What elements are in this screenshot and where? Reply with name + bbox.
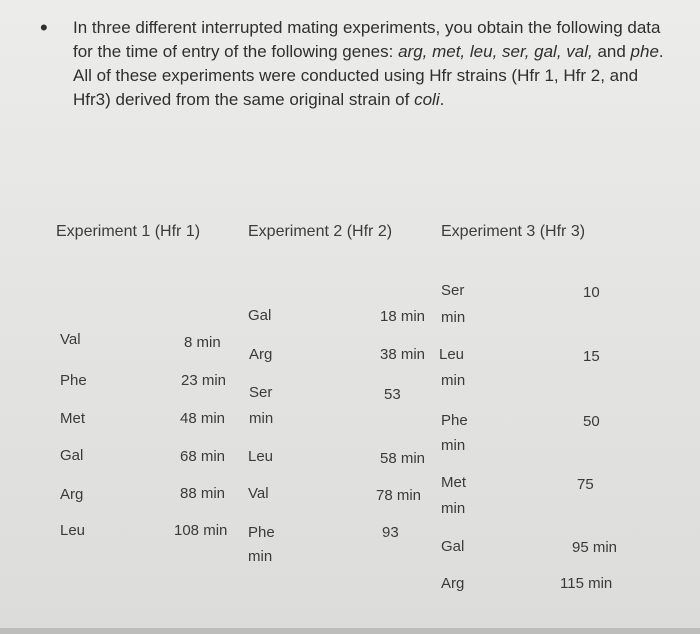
exp1-time: 23 min xyxy=(181,372,227,389)
exp2-time: 53 xyxy=(384,386,401,403)
question-paragraph xyxy=(73,16,673,112)
exp1-time: 108 min xyxy=(174,522,228,539)
exp2-time: 18 min xyxy=(380,308,426,325)
exp2-gene: Val xyxy=(248,485,269,502)
exp2-gene: Leu xyxy=(248,448,274,465)
exp3-gene: min xyxy=(441,309,466,326)
exp1-time: 48 min xyxy=(180,410,226,427)
exp2-time: 58 min xyxy=(380,450,426,467)
exp1-time: 68 min xyxy=(180,448,226,465)
exp1-gene: Leu xyxy=(60,522,86,539)
exp1-time: 8 min xyxy=(184,334,221,351)
exp2-gene: min xyxy=(249,410,274,427)
exp3-gene: min xyxy=(441,500,466,517)
exp2-time: 93 xyxy=(382,524,399,541)
exp1-gene: Val xyxy=(60,331,81,348)
intro-text-2: and xyxy=(592,42,631,61)
exp3-gene: Ser xyxy=(441,282,465,299)
exp3-gene: Met xyxy=(441,474,467,491)
bullet-point: • xyxy=(40,15,48,40)
exp2-gene: Phe xyxy=(248,524,275,541)
header-experiment-1: Experiment 1 (Hfr 1) xyxy=(56,223,201,240)
intro-text-4: . xyxy=(439,90,445,109)
header-experiment-3: Experiment 3 (Hfr 3) xyxy=(441,223,586,240)
exp3-time: 10 xyxy=(583,284,600,301)
exp2-gene: min xyxy=(248,548,273,565)
exp3-time: 15 xyxy=(583,348,600,365)
exp3-time: 50 xyxy=(583,413,600,430)
exp2-gene: Ser xyxy=(249,384,273,401)
exp3-gene: Arg xyxy=(441,575,465,592)
exp3-time: 95 min xyxy=(572,539,618,556)
exp1-gene: Gal xyxy=(60,447,84,464)
exp3-gene: Gal xyxy=(441,538,465,555)
exp1-gene: Phe xyxy=(60,372,87,389)
intro-coli: coli xyxy=(414,90,440,109)
exp3-gene: min xyxy=(441,372,466,389)
intro-text-3: . All of these experiments were conducted using Hfr strains (Hfr 1, Hfr 2, and Hfr3) derived from the same original strain of xyxy=(73,42,664,109)
intro-phe: phe xyxy=(630,42,659,61)
header-experiment-2: Experiment 2 (Hfr 2) xyxy=(248,223,393,240)
intro-genes: arg, met, leu, ser, gal, val, xyxy=(398,42,593,61)
exp1-gene: Arg xyxy=(60,486,84,503)
exp2-gene: Gal xyxy=(248,307,272,324)
exp2-gene: Arg xyxy=(249,346,273,363)
exp3-gene: Phe xyxy=(441,412,468,429)
exp3-gene: min xyxy=(441,437,466,454)
page-bottom-edge xyxy=(0,628,700,634)
exp3-time: 75 xyxy=(577,476,594,493)
exp2-time: 78 min xyxy=(376,487,422,504)
exp1-time: 88 min xyxy=(180,485,226,502)
exp1-gene: Met xyxy=(60,410,86,427)
intro-text-1: In three different interrupted mating experiments, you obtain the following data for the time of entry of the following genes: xyxy=(73,18,661,61)
exp3-time: 115 min xyxy=(560,575,613,592)
exp3-gene: Leu xyxy=(439,346,465,363)
exp2-time: 38 min xyxy=(380,346,426,363)
